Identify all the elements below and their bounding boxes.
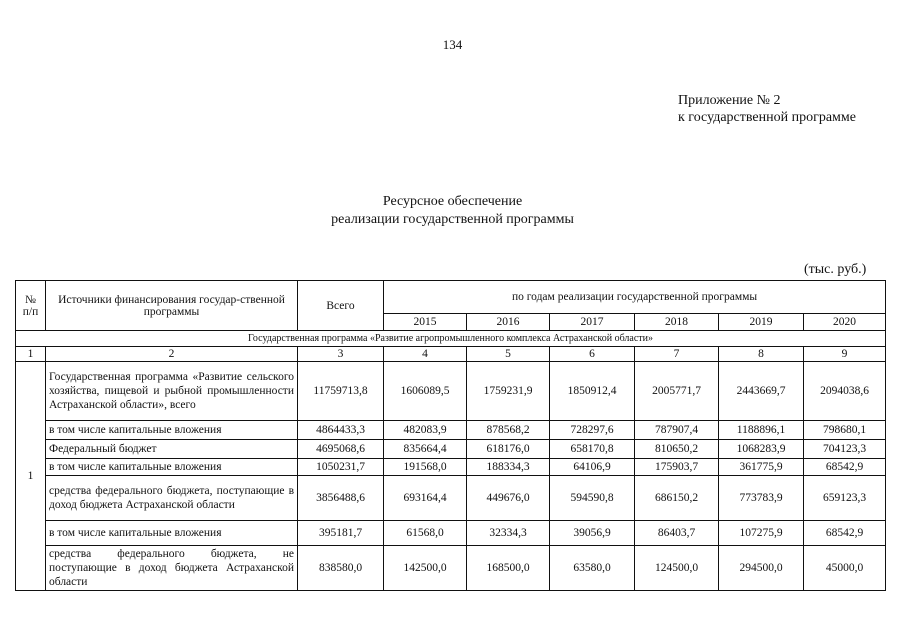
source-cell: средства федерального бюджета, поступающие в доход бюджета Астраханской области <box>46 476 298 521</box>
column-number: 9 <box>804 347 886 362</box>
source-cell: в том числе капитальные вложения <box>46 521 298 546</box>
document-title <box>0 193 905 229</box>
header-year: 2016 <box>467 314 550 331</box>
value-cell: 1759231,9 <box>467 362 550 421</box>
value-cell: 594590,8 <box>550 476 635 521</box>
value-cell: 68542,9 <box>804 459 886 476</box>
value-cell: 395181,7 <box>298 521 384 546</box>
column-number: 2 <box>46 347 298 362</box>
value-cell: 188334,3 <box>467 459 550 476</box>
value-cell: 61568,0 <box>384 521 467 546</box>
value-cell: 449676,0 <box>467 476 550 521</box>
table-row <box>16 421 886 440</box>
value-cell: 361775,9 <box>719 459 804 476</box>
value-cell: 2094038,6 <box>804 362 886 421</box>
value-cell: 294500,0 <box>719 546 804 591</box>
header-total: Всего <box>298 281 384 331</box>
table-row <box>16 521 886 546</box>
value-cell: 68542,9 <box>804 521 886 546</box>
header-number: № п/п <box>16 281 46 331</box>
column-number: 4 <box>384 347 467 362</box>
source-cell: в том числе капитальные вложения <box>46 421 298 440</box>
column-number: 5 <box>467 347 550 362</box>
source-cell: Федеральный бюджет <box>46 440 298 459</box>
table-row <box>16 440 886 459</box>
value-cell: 2005771,7 <box>635 362 719 421</box>
value-cell: 773783,9 <box>719 476 804 521</box>
value-cell: 175903,7 <box>635 459 719 476</box>
header-by-years: по годам реализации государственной программы <box>384 281 886 314</box>
appendix-line-2: к государственной программе <box>678 110 856 125</box>
value-cell: 86403,7 <box>635 521 719 546</box>
title-line-2: реализации государственной программы <box>331 212 574 227</box>
value-cell: 686150,2 <box>635 476 719 521</box>
column-number: 6 <box>550 347 635 362</box>
value-cell: 1068283,9 <box>719 440 804 459</box>
value-cell: 838580,0 <box>298 546 384 591</box>
value-cell: 798680,1 <box>804 421 886 440</box>
value-cell: 482083,9 <box>384 421 467 440</box>
page-number: 134 <box>442 37 463 52</box>
source-cell: средства федерального бюджета, не поступающие в доход бюджета Астраханской области <box>46 546 298 591</box>
program-name-row: Государственная программа «Развитие агропромышленного комплекса Астраханской области» <box>16 331 886 347</box>
value-cell: 107275,9 <box>719 521 804 546</box>
table-row <box>16 362 886 421</box>
value-cell: 39056,9 <box>550 521 635 546</box>
value-cell: 693164,4 <box>384 476 467 521</box>
value-cell: 1606089,5 <box>384 362 467 421</box>
value-cell: 659123,3 <box>804 476 886 521</box>
value-cell: 168500,0 <box>467 546 550 591</box>
value-cell: 191568,0 <box>384 459 467 476</box>
value-cell: 728297,6 <box>550 421 635 440</box>
value-cell: 704123,3 <box>804 440 886 459</box>
value-cell: 618176,0 <box>467 440 550 459</box>
value-cell: 11759713,8 <box>298 362 384 421</box>
header-year: 2017 <box>550 314 635 331</box>
column-number: 1 <box>16 347 46 362</box>
header-year: 2015 <box>384 314 467 331</box>
group-number: 1 <box>16 362 46 591</box>
value-cell: 4864433,3 <box>298 421 384 440</box>
header-year: 2020 <box>804 314 886 331</box>
column-number: 8 <box>719 347 804 362</box>
value-cell: 658170,8 <box>550 440 635 459</box>
value-cell: 3856488,6 <box>298 476 384 521</box>
appendix-line-1: Приложение № 2 <box>678 93 781 108</box>
value-cell: 124500,0 <box>635 546 719 591</box>
header-year: 2019 <box>719 314 804 331</box>
value-cell: 1850912,4 <box>550 362 635 421</box>
header-year: 2018 <box>635 314 719 331</box>
value-cell: 2443669,7 <box>719 362 804 421</box>
value-cell: 64106,9 <box>550 459 635 476</box>
table-row <box>16 546 886 591</box>
units-label: (тыс. руб.) <box>804 262 867 277</box>
value-cell: 835664,4 <box>384 440 467 459</box>
title-line-1: Ресурсное обеспечение <box>382 194 523 209</box>
value-cell: 32334,3 <box>467 521 550 546</box>
resource-table <box>15 280 886 591</box>
column-number: 3 <box>298 347 384 362</box>
value-cell: 142500,0 <box>384 546 467 591</box>
value-cell: 878568,2 <box>467 421 550 440</box>
value-cell: 63580,0 <box>550 546 635 591</box>
header-source: Источники финансирования государ-ственной программы <box>46 281 298 331</box>
value-cell: 787907,4 <box>635 421 719 440</box>
source-cell: в том числе капитальные вложения <box>46 459 298 476</box>
source-cell: Государственная программа «Развитие сельского хозяйства, пищевой и рыбной промышленности Астраханской области», всего <box>46 362 298 421</box>
appendix-note <box>678 92 856 126</box>
table-row <box>16 476 886 521</box>
value-cell: 1050231,7 <box>298 459 384 476</box>
value-cell: 4695068,6 <box>298 440 384 459</box>
value-cell: 45000,0 <box>804 546 886 591</box>
value-cell: 810650,2 <box>635 440 719 459</box>
column-number: 7 <box>635 347 719 362</box>
table-row <box>16 459 886 476</box>
value-cell: 1188896,1 <box>719 421 804 440</box>
